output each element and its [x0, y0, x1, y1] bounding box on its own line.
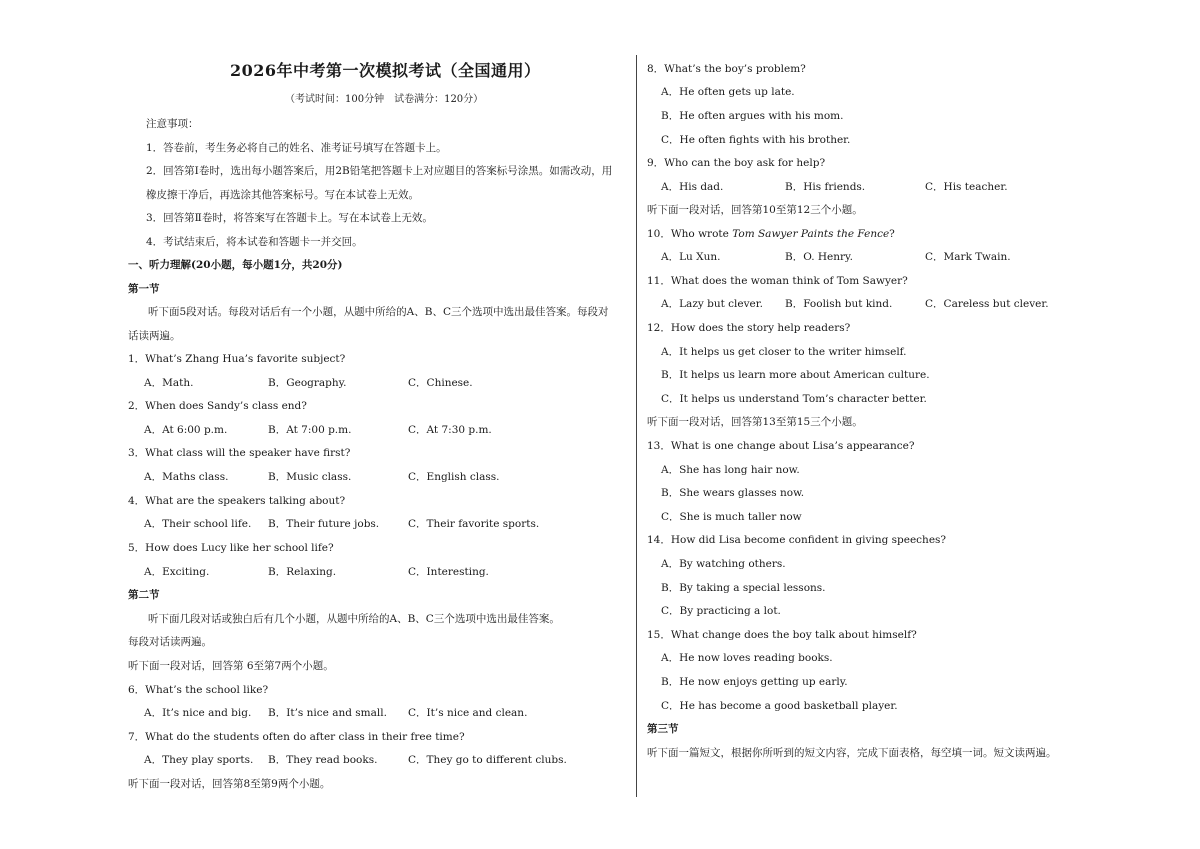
option-a[interactable]: A．Lazy but clever. [661, 298, 763, 310]
section2-instructions-cont: 每段对话读两遍。 [128, 636, 212, 648]
section2-instructions: 听下面几段对话或独白后有几个小题，从题中所给的A、B、C三个选项中选出最佳答案。 [148, 613, 560, 625]
option-c[interactable]: C．Careless but clever. [925, 298, 1049, 310]
option-b[interactable]: B．It’s nice and small. [268, 707, 387, 719]
option-b[interactable]: B．Their future jobs. [268, 518, 380, 530]
question-14: 14．How did Lisa become confident in giving speeches? [647, 534, 947, 546]
section1-instructions: 听下面5段对话。每段对话后有一个小题，从题中所给的A、B、C三个选项中选出最佳答案。每段对 [148, 306, 609, 318]
dialogue-lead-6-7: 听下面一段对话，回答第 6至第7两个小题。 [128, 660, 334, 672]
notes-heading: 注意事项： [146, 118, 199, 130]
option-b[interactable]: B．His friends. [785, 181, 866, 193]
question-10-text: 10．Who wrote [647, 228, 733, 240]
question-15: 15．What change does the boy talk about himself? [647, 629, 917, 641]
question-12: 12．How does the story help readers? [647, 322, 851, 334]
option-b[interactable]: B．At 7:00 p.m. [268, 424, 352, 436]
question-9: 9．Who can the boy ask for help? [647, 157, 826, 169]
part1-heading: 一、听力理解(20小题，每小题1分，共20分) [128, 259, 343, 271]
note-item: 4．考试结束后，将本试卷和答题卡一并交回。 [146, 236, 363, 248]
note-item: 1．答卷前，考生务必将自己的姓名、准考证号填写在答题卡上。 [146, 142, 447, 154]
question-11: 11．What does the woman think of Tom Sawyer? [647, 275, 908, 287]
column-divider [636, 55, 637, 797]
option-b[interactable]: B．Relaxing. [268, 566, 337, 578]
dialogue-lead-8-9: 听下面一段对话，回答第8至第9两个小题。 [128, 778, 331, 790]
option-a[interactable]: A．Lu Xun. [661, 251, 721, 263]
option-c[interactable]: C．It’s nice and clean. [408, 707, 528, 719]
option-a[interactable]: A．Math. [144, 377, 194, 389]
option-b[interactable]: B．They read books. [268, 754, 378, 766]
section2-label: 第二节 [128, 589, 160, 601]
option-a[interactable]: A．By watching others. [661, 558, 786, 570]
question-7: 7．What do the students often do after class in their free time? [128, 731, 465, 743]
section3-instructions: 听下面一篇短文，根据你所听到的短文内容，完成下面表格，每空填一词。短文读两遍。 [647, 747, 1057, 759]
dialogue-lead-10-12: 听下面一段对话，回答第10至第12三个小题。 [647, 204, 863, 216]
option-c[interactable]: C．She is much taller now [661, 511, 802, 523]
option-c[interactable]: C．By practicing a lot. [661, 605, 781, 617]
note-item: 2．回答第Ⅰ卷时，选出每小题答案后，用2B铅笔把答题卡上对应题目的答案标号涂黑。如需改动，用 [146, 165, 613, 177]
question-3: 3．What class will the speaker have first? [128, 447, 351, 459]
question-4: 4．What are the speakers talking about? [128, 495, 346, 507]
option-a[interactable]: A．She has long hair now. [661, 464, 800, 476]
question-8: 8．What’s the boy’s problem? [647, 63, 806, 75]
option-a[interactable]: A．Exciting. [144, 566, 210, 578]
option-a[interactable]: A．He often gets up late. [661, 86, 795, 98]
option-b[interactable]: B．It helps us learn more about American culture. [661, 369, 930, 381]
option-c[interactable]: C．Mark Twain. [925, 251, 1011, 263]
book-title: Tom Sawyer Paints the Fence [732, 228, 890, 240]
option-c[interactable]: C．Chinese. [408, 377, 473, 389]
option-c[interactable]: C．He often fights with his brother. [661, 134, 851, 146]
option-b[interactable]: B．Geography. [268, 377, 347, 389]
option-b[interactable]: B．He now enjoys getting up early. [661, 676, 848, 688]
option-a[interactable]: A．His dad. [661, 181, 724, 193]
question-13: 13．What is one change about Lisa’s appearance? [647, 440, 915, 452]
exam-subtitle: （考试时间：100分钟 试卷满分：120分） [285, 94, 484, 105]
option-c[interactable]: C．At 7:30 p.m. [408, 424, 492, 436]
option-b[interactable]: B．She wears glasses now. [661, 487, 805, 499]
option-c[interactable]: C．Their favorite sports. [408, 518, 540, 530]
option-b[interactable]: B．He often argues with his mom. [661, 110, 844, 122]
question-2: 2．When does Sandy’s class end? [128, 400, 307, 412]
option-c[interactable]: C．It helps us understand Tom’s character better. [661, 393, 927, 405]
option-a[interactable]: A．At 6:00 p.m. [144, 424, 228, 436]
option-c[interactable]: C．Interesting. [408, 566, 489, 578]
question-10-mark: ? [889, 228, 895, 240]
page-title: 2026年中考第一次模拟考试（全国通用） [230, 61, 541, 80]
option-b[interactable]: B．O. Henry. [785, 251, 853, 263]
option-a[interactable]: A．They play sports. [144, 754, 254, 766]
option-c[interactable]: C．His teacher. [925, 181, 1008, 193]
option-a[interactable]: A．It’s nice and big. [144, 707, 252, 719]
option-a[interactable]: A．It helps us get closer to the writer himself. [661, 346, 907, 358]
section3-label: 第三节 [647, 723, 679, 735]
dialogue-lead-13-15: 听下面一段对话，回答第13至第15三个小题。 [647, 416, 863, 428]
option-b[interactable]: B．Music class. [268, 471, 352, 483]
option-a[interactable]: A．Their school life. [144, 518, 252, 530]
option-c[interactable]: C．They go to different clubs. [408, 754, 567, 766]
option-b[interactable]: B．Foolish but kind. [785, 298, 893, 310]
section1-instructions-cont: 话读两遍。 [128, 330, 181, 342]
option-c[interactable]: C．English class. [408, 471, 500, 483]
option-b[interactable]: B．By taking a special lessons. [661, 582, 826, 594]
option-a[interactable]: A．He now loves reading books. [661, 652, 833, 664]
option-c[interactable]: C．He has become a good basketball player. [661, 700, 898, 712]
section1-label: 第一节 [128, 283, 160, 295]
note-item: 橡皮擦干净后，再选涂其他答案标号。写在本试卷上无效。 [146, 189, 419, 201]
question-6: 6．What’s the school like? [128, 684, 269, 696]
question-1: 1．What’s Zhang Hua’s favorite subject? [128, 353, 346, 365]
note-item: 3．回答第Ⅱ卷时，将答案写在答题卡上。写在本试卷上无效。 [146, 212, 433, 224]
question-10 [647, 227, 895, 241]
option-a[interactable]: A．Maths class. [144, 471, 229, 483]
question-5: 5．How does Lucy like her school life? [128, 542, 334, 554]
